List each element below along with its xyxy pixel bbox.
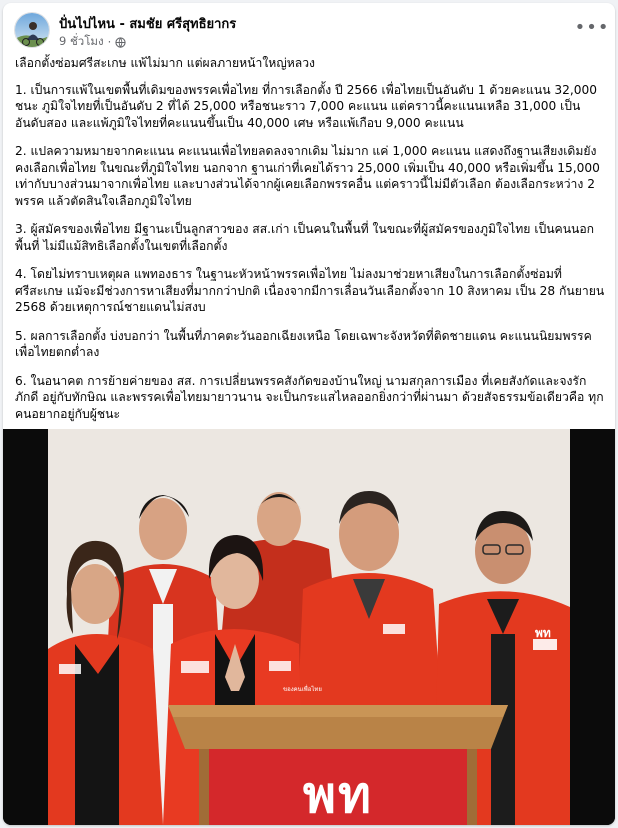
- jacket-slogan: ของคนเพื่อไทย: [283, 686, 322, 693]
- post-card: [3, 3, 615, 825]
- post-timestamp[interactable]: 9 ชั่วโมง: [59, 34, 104, 48]
- post-photo[interactable]: [3, 429, 615, 825]
- post-header: [3, 3, 615, 55]
- avatar-image: [15, 13, 50, 48]
- more-options-icon: •••: [574, 16, 610, 38]
- author-avatar[interactable]: [14, 12, 50, 48]
- jacket-tag: พท: [535, 626, 551, 640]
- post-paragraph: 3. ผู้สมัครของเพื่อไทย มีฐานะเป็นลูกสาวของ สส.เก่า เป็นคนในพื้นที่ ในขณะที่ผู้สมัครของภูมิใจไทย เป็นคนนอกพื้นที่ ไม่มีแม้สิทธิเลือกตั้งในเขตที่เลือกตั้ง: [15, 222, 595, 253]
- post-paragraph: 5. ผลการเลือกตั้ง บ่งบอกว่า ในพื้นที่ภาคตะวันออกเฉียงเหนือ โดยเฉพาะจังหวัดที่ติดชายแดน คะแนนนิยมพรรคเพื่อไทยตกต่ำลง: [15, 328, 592, 359]
- post-paragraph: 2. แปลความหมายจากคะแนน คะแนนเพื่อไทยลดลงจากเดิม ไม่มาก แค่ 1,000 คะแนน แสดงถึงฐานเสียงเดิมยังคงเลือกเพื่อไทย ในขณะที่ภูมิใจไทย นอกจาก ฐานเก่าที่เคยได้ราว 25,000 เพิ่มเป็น 40,000 หรือเพิ่มขึ้น 15,000 เท่ากับบางส่วนมาจากเพื่อไทย และบางส่วนได้จากผู้เคยเลือกพรรคอื่น แต่คราวนี้ไม่มีตัวเลือก ต้องเลือกระหว่าง 2 พรรค แล้วตัดสินใจเลือกภูมิใจไทย: [15, 144, 600, 208]
- post-headline: เลือกตั้งซ่อมศรีสะเกษ แพ้ไม่มาก แต่ผลภายหน้าใหญ่หลวง: [15, 56, 315, 70]
- post-paragraph: 4. โดยไม่ทราบเหตุผล แพทองธาร ในฐานะหัวหน้าพรรคเพื่อไทย ไม่ลงมาช่วยหาเสียงในการเลือกตั้งซ่อมที่ศรีสะเกษ แม้จะมีช่วงการหาเสียงที่มากกว่าปกติ เนื่องจากมีการเลื่อนวันเลือกตั้งจาก 10 สิงหาคม เป็น 28 กันยายน 2568 ด้วยเหตุการณ์ชายแดนไม่สงบ: [15, 267, 605, 314]
- globe-icon: [115, 37, 126, 48]
- more-options-button[interactable]: [574, 12, 610, 42]
- podium-party-logo: พท: [303, 766, 373, 824]
- meta-separator: ·: [107, 35, 112, 49]
- post-paragraph: 1. เป็นการแพ้ในเขตพื้นที่เดิมของพรรคเพื่อไทย ที่การเลือกตั้ง ปี 2566 เพื่อไทยเป็นอันดับ 1 ด้วยคะแนน 32,000 ชนะ ภูมิใจไทยที่เป็นอันดับ 2 ที่ได้ 25,000 หรือชนะราว 7,000 คะแนน แต่คราวนี้คะแนนเหลือ 31,000 เป็นอันดับสอง และแพ้ภูมิใจไทยที่คะแนนขึ้นเป็น 40,000 เศษ หรือแพ้เกือบ 9,000 คะแนน: [15, 82, 598, 130]
- post-paragraph: 6. ในอนาคต การย้ายค่ายของ สส. การเปลี่ยนพรรคสังกัดของบ้านใหญ่ นามสกุลการเมือง ที่เคยสังกัดและจงรักภักดี อยู่กับทักษิณ และพรรคเพื่อไทยมายาวนาน จะเป็นกระแสไหลออกยิ่งกว่าที่ผ่านมา ด้วยสัจธรรมข้อเดียวคือ ทุกคนอยากอยู่กับผู้ชนะ: [15, 373, 604, 421]
- post-body: [15, 55, 609, 434]
- post-meta: [59, 33, 126, 51]
- author-name[interactable]: ปั่นไปไหน - สมชัย ศรีสุทธิยากร: [59, 17, 237, 32]
